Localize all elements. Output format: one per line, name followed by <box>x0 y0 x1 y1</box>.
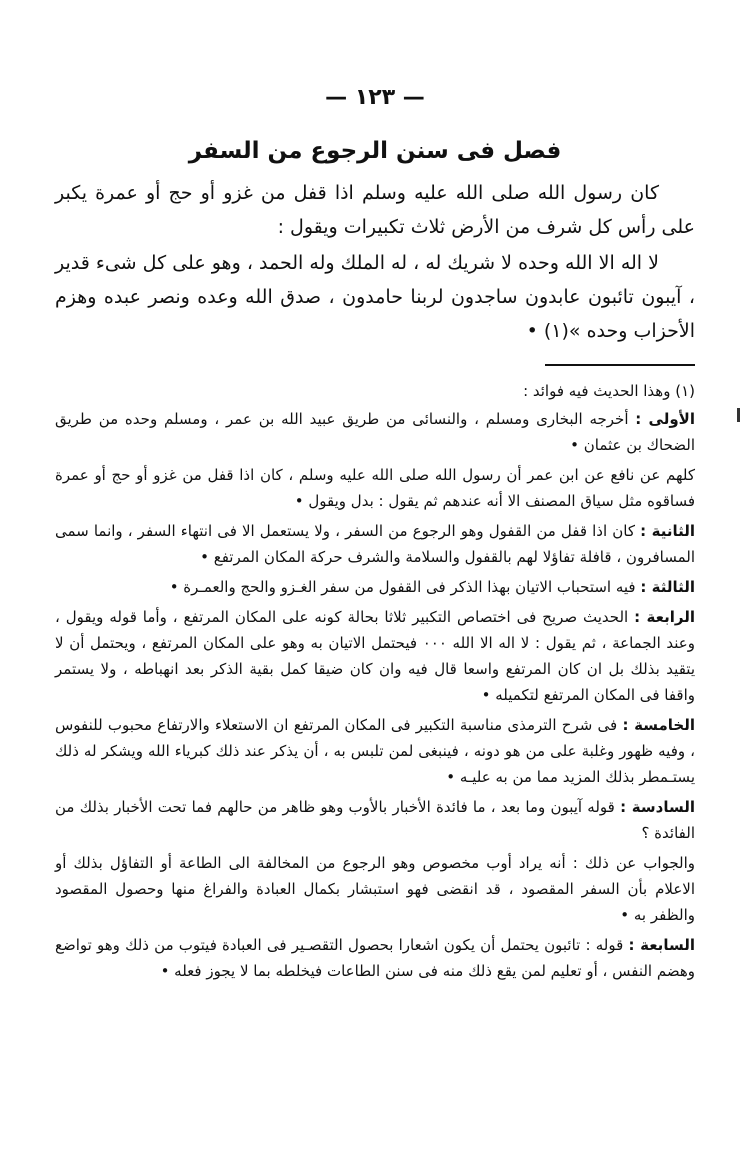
footnote-text: أخرجه البخارى ومسلم ، والنسائى من طريق عبيد الله بن عمر ، ومسلم وحده من طريق الضحاك بن عثمان • <box>55 410 695 454</box>
footnote-text: فى شرح الترمذى مناسبة التكبير فى المكان المرتفع ان الاستعلاء والارتفاع محبوب للنفوس ، وفيه ظهور وغلبة على من هو دونه ، فينبغى لمن تلبس به ، أن يذكر عند ذلك كبرياء الله ويشكر له ذلك يستـمطر بذلك المزيد مما من به عليـه • <box>55 716 695 786</box>
footnote-paragraph <box>55 604 695 708</box>
footnote-text: الحديث صريح فى اختصاص التكبير ثلاثا بحالة كونه على المكان المرتفع ، وأما قوله ويقول ، وعند الجماعة ، ثم يقول : لا اله الا الله ٠٠٠ فيحتمل الاتيان به وهو على المكان المرتفع ، ويحتمل أن لا يتقيد بذلك بل ان كان المرتفع واسعا قال فيه وان كان ضيقا كمل بقية الذكر بعد انهباطه ، ولا يستمر واقفا فى المكان المرتفع لتكميله • <box>55 608 695 704</box>
scan-edge-mark <box>737 408 740 422</box>
book-page <box>55 85 695 988</box>
footnote-text: قوله آيبون وما بعد ، ما فائدة الأخبار بالأوب وهو ظاهر من حالهم فما تحت الأخبار بذلك من الفائدة ؟ <box>55 798 695 842</box>
page-number: — ١٢٣ — <box>325 85 425 110</box>
footnote-separator-wrap <box>55 348 695 378</box>
footnote-label: الرابعة : <box>634 608 695 626</box>
footnote-paragraph <box>55 462 695 514</box>
section-title: فصل فى سنن الرجوع من السفر <box>188 138 562 164</box>
footnote-text: قوله : تائبون يحتمل أن يكون اشعارا بحصول التقصـير فى العبادة فيتوب من ذلك وهو تواضع وهضم النفس ، أو تعليم لمن يقع ذلك منه فى سنن الطاعات فيخلطه بما لا يجوز فعله • <box>55 936 695 980</box>
footnote-paragraph <box>55 712 695 790</box>
footnote-label: السادسة : <box>620 798 695 816</box>
footnote-intro: (١) وهذا الحديث فيه فوائد : <box>523 382 695 400</box>
body-paragraph: كان رسول الله صلى الله عليه وسلم اذا قفل من غزو أو حج أو عمرة يكبر على رأس كل شرف من الأرض ثلاث تكبيرات ويقول : <box>55 182 695 238</box>
footnote-label: الثالثة : <box>640 578 695 596</box>
footnote-label: الأولى : <box>635 410 695 428</box>
footnote-label: الثانية : <box>640 522 695 540</box>
body-paragraph: لا اله الا الله وحده لا شريك له ، له الملك وله الحمد ، وهو على كل شىء قدير ، آيبون تائبون عابدون ساجدون لربنا حامدون ، صدق الله وعده ونصر عبده وهزم الأحزاب وحده »(١) • <box>55 252 695 342</box>
footnote-label: السابعة : <box>628 936 695 954</box>
footnote-paragraph <box>55 574 695 600</box>
footnote-label: الخامسة : <box>622 716 695 734</box>
footnote-text: والجواب عن ذلك : أنه يراد أوب مخصوص وهو الرجوع من المخالفة الى الطاعة أو التفاؤل بذلك أو الاعلام بأن السفر المقصود ، قد انقضى فهو استبشار بكمال العبادة والفراغ منها وحصول المقصود والظفر به • <box>55 854 695 924</box>
footnote-separator <box>545 364 695 366</box>
footnote-text: كان اذا قفل من القفول وهو الرجوع من السفر ، ولا يستعمل الا فى انتهاء السفر ، وانما سمى المسافرون ، قافلة تفاؤلا لهم بالقفول والسلامة والشرف حركة المكان المرتفع • <box>55 522 695 566</box>
footnote-text: فيه استحباب الاتيان بهذا الذكر فى القفول من سفر الغـزو والحج والعمـرة • <box>169 578 636 596</box>
footnote-text: كلهم عن نافع عن ابن عمر أن رسول الله صلى الله عليه وسلم ، كان اذا قفل من غزو أو حج أو عمرة فساقوه مثل سياق المصنف الا أنه عندهم ثم يقول : بدل ويقول • <box>55 466 695 510</box>
footnote-paragraph <box>55 406 695 458</box>
footnote-paragraph <box>55 932 695 984</box>
footnote-paragraph <box>55 794 695 846</box>
footnote-paragraph <box>55 518 695 570</box>
footnote-paragraph <box>55 850 695 928</box>
